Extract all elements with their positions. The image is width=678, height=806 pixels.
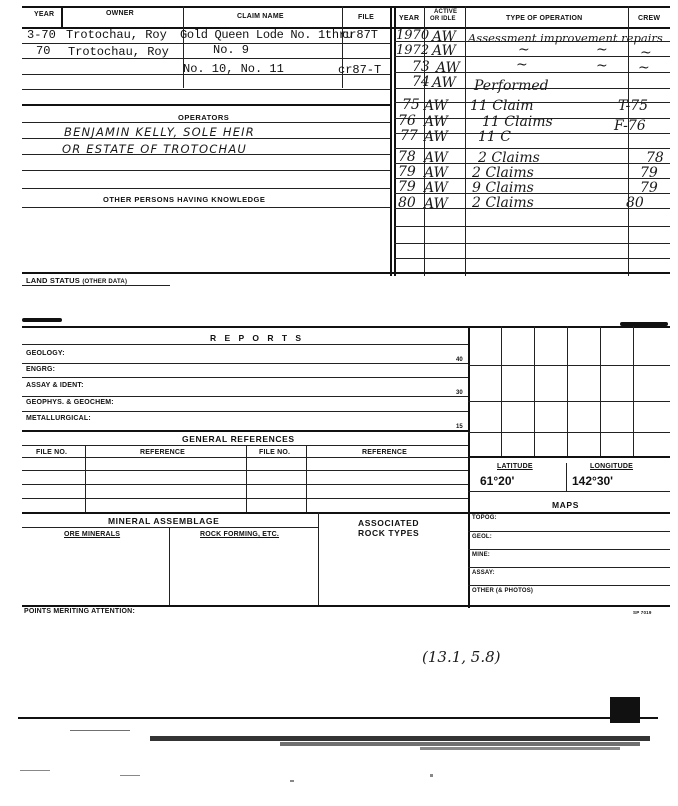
activity-5-year: 75 [402, 97, 420, 113]
activity-4-status: AW [432, 75, 456, 91]
activity-3-ditto: ~ [516, 57, 528, 73]
activity-1-year: 1970 [396, 28, 430, 43]
activity-5-operation: 11 Claim [470, 98, 534, 114]
activity-10-operation: 9 Claims [472, 180, 534, 196]
activity-6-operation: 11 Claims [482, 114, 553, 130]
latitude-value: 61°20' [480, 474, 515, 488]
handwritten-note: (13.1, 5.8) [422, 648, 501, 666]
maps-topog: TOPOG: [472, 515, 497, 521]
mineral-assemblage-title: MINERAL ASSEMBLAGE [108, 516, 220, 526]
owner-row-2-claim: No. 9 [213, 43, 250, 57]
activity-9-status: AW [424, 165, 448, 181]
owner-row-3-claim: No. 10, No. 11 [183, 62, 284, 76]
operator-2: OR ESTATE OF TROTOCHAU [62, 142, 248, 156]
activity-10-crew: 79 [640, 180, 658, 196]
activity-11-crew: 80 [626, 195, 644, 211]
report-geology-num: 40 [456, 357, 463, 363]
header-year2: YEAR [399, 15, 420, 22]
owner-row-2-owner: Trotochau, Roy [68, 45, 169, 59]
activity-4-year: 74 [412, 74, 430, 90]
activity-9-crew: 79 [640, 165, 658, 181]
report-assay: ASSAY & IDENT: [26, 382, 84, 389]
activity-7-operation: 11 C [478, 129, 511, 145]
activity-8-operation: 2 Claims [478, 150, 540, 166]
activity-10-status: AW [424, 180, 448, 196]
report-geology: GEOLOGY: [26, 350, 65, 357]
header-year: YEAR [34, 11, 55, 18]
header-file: FILE [358, 14, 374, 21]
activity-1-status: AW [432, 29, 456, 45]
longitude-label: LONGITUDE [590, 463, 634, 470]
reports-title: R E P O R T S [210, 333, 305, 343]
associated-label: ASSOCIATED [358, 518, 420, 528]
report-metallurgical: METALLURGICAL: [26, 415, 91, 422]
ref-col-ref-2: REFERENCE [362, 449, 407, 456]
activity-7-year: 77 [400, 128, 418, 144]
activity-2-ditto-c: ~ [640, 45, 652, 61]
activity-11-year: 80 [398, 195, 416, 211]
report-assay-num: 30 [456, 390, 463, 396]
activity-3-status: AW [436, 60, 460, 76]
activity-8-year: 78 [398, 149, 416, 165]
land-status-label: LAND STATUS (OTHER DATA) [26, 276, 128, 285]
owner-row-1-claim: Gold Queen Lode No. 1thru [180, 28, 353, 42]
owner-row-1-file: cr87T [342, 28, 379, 42]
activity-8-status: AW [424, 150, 448, 166]
activity-2-ditto: ~ [518, 42, 530, 58]
activity-3-year: 73 [412, 59, 430, 75]
activity-9-operation: 2 Claims [472, 165, 534, 181]
owner-row-1-year: 3-70 [27, 28, 56, 42]
activity-4-operation: Performed [474, 78, 549, 94]
ref-col-file-2: FILE NO. [259, 449, 291, 456]
report-geophys: GEOPHYS. & GEOCHEM: [26, 399, 114, 406]
owner-row-1-owner: Trotochau, Roy [66, 28, 167, 42]
activity-2-year: 1972 [396, 43, 430, 58]
activity-7-status: AW [424, 129, 448, 145]
maps-mine: MINE: [472, 552, 490, 558]
ore-minerals-label: ORE MINERALS [64, 531, 121, 538]
header-or-idle: OR IDLE [430, 16, 456, 22]
other-persons-label: OTHER PERSONS HAVING KNOWLEDGE [103, 195, 266, 204]
form-code: SP 7019 [633, 610, 652, 615]
owner-row-2-year: 70 [36, 44, 51, 58]
longitude-value: 142°30' [572, 474, 614, 488]
operator-1: BENJAMIN KELLY, SOLE HEIR [64, 125, 255, 139]
maps-other: OTHER (& PHOTOS) [472, 588, 534, 594]
header-active: ACTIVE [434, 9, 458, 15]
activity-3-ditto-c: ~ [638, 60, 650, 76]
activity-6-status: AW [424, 114, 448, 130]
activity-10-year: 79 [398, 179, 416, 195]
activity-5-crew: T-75 [618, 98, 649, 114]
latitude-label: LATITUDE [497, 463, 533, 470]
points-meriting-attention-label: POINTS MERITING ATTENTION: [24, 608, 135, 615]
activity-6-year: 76 [398, 113, 416, 129]
rock-forming-label: ROCK FORMING, ETC. [200, 531, 280, 538]
operators-label: OPERATORS [178, 113, 230, 122]
owner-row-3-file: cr87-T [338, 63, 382, 77]
activity-11-status: AW [424, 196, 448, 212]
maps-geol: GEOL: [472, 534, 492, 540]
header-type-of-operation: TYPE OF OPERATION [506, 15, 583, 22]
activity-5-status: AW [424, 98, 448, 114]
activity-2-ditto-b: ~ [596, 42, 608, 58]
ref-col-file-1: FILE NO. [36, 449, 68, 456]
rock-types-label: ROCK TYPES [358, 528, 420, 538]
report-metallurgical-num: 15 [456, 424, 463, 430]
header-claim-name: CLAIM NAME [237, 13, 284, 20]
activity-3-ditto-b: ~ [596, 58, 608, 74]
activity-9-year: 79 [398, 164, 416, 180]
header-crew: CREW [638, 15, 661, 22]
activity-6-crew: F-76 [614, 118, 646, 134]
ref-col-ref-1: REFERENCE [140, 449, 185, 456]
activity-2-status: AW [432, 43, 456, 59]
activity-1-operation: Assessment improvement repairs [468, 31, 663, 45]
maps-title: MAPS [552, 500, 579, 510]
activity-8-crew: 78 [646, 150, 664, 166]
header-owner: OWNER [106, 10, 134, 17]
maps-assay: ASSAY: [472, 570, 495, 576]
report-engrg: ENGRG: [26, 366, 56, 373]
activity-11-operation: 2 Claims [472, 195, 534, 211]
general-references-title: GENERAL REFERENCES [182, 434, 295, 444]
